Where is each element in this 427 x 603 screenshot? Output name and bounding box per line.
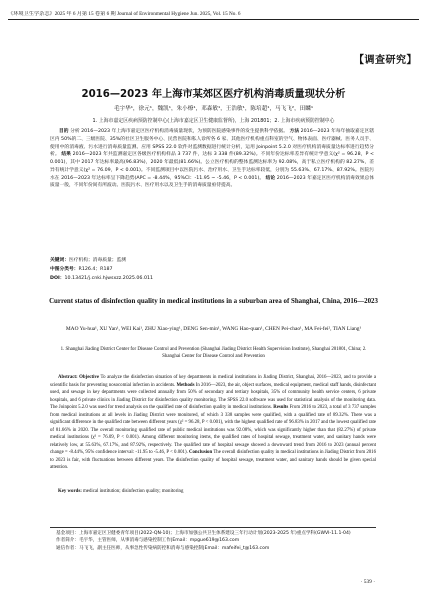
en-abstract-label-conclusion: Conclusion [189,450,213,455]
english-abstract-paragraph [50,374,376,472]
clc-label: 中图分类号： [50,267,79,272]
en-abstract-objective-text: To analyze the disinfection situation of key departments in medical institutions in Jiading District, Shanghai, 2016—2023, and to provide a scientific basis for preventing nosocomial infection in accidents. [50,375,376,388]
en-abstract-label-results: Results [273,405,289,410]
abstract-label-objective: 目的 [59,129,69,134]
header-rule [8,19,419,20]
english-abstract [50,374,376,472]
english-title: Current status of disinfection quality in medical institutions in a suburban area of Shanghai, China, 2016—2023 [49,298,378,305]
clc-number [50,266,374,273]
chinese-affiliation: 1. 上海市嘉定区疾病预防控制中心(上海市嘉定区卫生健康监督所)，上海 201801；2. 上海市疾病预防控制中心 [92,118,335,124]
en-keywords-text: medical institution; disinfection quality; monitoring [83,489,184,494]
footnote-corresponding-author: 通信作者：马飞飞，副主任医师，从事急性传染病防控和消毒与感染控制|Email：mafeifei_t@163.com [56,545,270,551]
abstract-label-results: 结果 [61,152,72,158]
doi-label: DOI： [50,276,65,281]
footnotes [50,530,376,552]
abstract-objective-text: 分析 2016—2023 年上海市嘉定区医疗机构消毒质量现状，为预防医院感染事件的发生提供科学依据。 [70,129,289,134]
doi [50,275,374,282]
doi-text: 10.13421/j.cnki.hjwsxzz.2025.06.011 [64,276,154,281]
en-abstract-methods-text: In 2016—2023, the air, object surfaces, medical equipment, medical staff hands, disinfectant used, and sewage in key departments were collected annually from 50% of secondary and tertiary hospitals, 35% of community health service centers, 6 private hospitals, and 6 private clinics in Jiading District for disinfection quality monitoring. The SPSS 22.0 software was used for statistical analysis of the monitoring data. The Joinpoint 5.2.0 was used for trend analysis on the qualified rate of disinfection quality in medical institutions. [50,382,376,410]
clc-text: R126.4；R187 [78,267,113,272]
chinese-keywords [50,257,374,264]
abstract-conclusion-text: 2016—2023 年嘉定区医疗机构消毒效果总体质量一般，不同年份间有所波动。医院污水、医疗用水以及卫生手的消毒质量亟待提高。 [50,175,375,189]
abstract-label-methods: 方法 [289,129,300,134]
section-tag: 【调查研究】 [354,55,417,66]
footnote-author-bio: 作者简介：毛宇华，主管医师，从事消毒与感染控制工作|Email：mpgue619@163.com [56,538,240,544]
english-authors: MAO Yu-hua¹, XU Yan¹, WEI Kai¹, ZHU Xiao-ying¹, DENG Sen-min¹, WANG Hao-quan¹, CHEN Pei-chao¹, MA Fei-fei², TIAN Liang¹ [65,326,362,332]
english-keywords [50,489,376,494]
abstract-label-conclusion: 结论 [265,175,276,181]
footnote-funding: 基金项目：上海市嘉定区卫健委青年项目(2022-QN-10)；上海市加强公共卫生体系建设三年行动计划(2023-2025 年)重点学科(GWVI-11.1-04) [56,531,351,536]
en-abstract-label-objective: Abstract: Objective [58,375,100,380]
chinese-authors: 毛宇华¹，徐元¹，魏凯¹，朱小燎¹，邓森敏¹，王浩敏¹，陈培超¹，马飞飞²，田麟¹ [113,106,314,112]
abstract-results-text: 2016—2023 年共监测嘉定区各级医疗机构样品 3 737 件，达标 3 338 件(89.32%)。不同年份达标率差异有统计学意义(χ² = 96.28，P < 0.001)，其中 2017 年达标率最高(96.83%)，2020 年最低(81.66%)。公立医疗机构的整体监测达标率为 92.08%，高于私立医疗机构的 82.27%，差异有统计学意义(χ² = 76.09，P < 0.001)。不同监测项目中以医院污水、治疗用水、卫生手达标率较低，分别为 55.63%、67.17%、87.92%。医院污水在 2016—2023 年达标率呈下降趋势(APC = -8.44%，95%CI：-11.95 ~ -5.46，P < 0.001)。 [50,152,374,181]
en-abstract-results-text: From 2016 to 2023, a total of 3 737 samples from medical institutions at all levels in Jiading District were monitored, of which 3 338 samples were qualified, with a qualified rate of 89.32%. There was a significant difference in the qualified rate between different years (χ² = 96.28, P < 0.001), with the highest qualified rate of 96.83% in 2017 and the lowest qualified rate of 81.66% in 2020. The overall monitoring qualified rate of public medical institutions was 92.08%, which was significantly higher than that (82.27%) of private medical institutions (χ² = 76.09, P < 0.001). Among different monitoring items, the qualified rates of hospital sewage, treatment water, and sanitary hands were relatively low, at 55.63%, 67.17%, and 87.92%, respectively. The qualified rate of hospital sewage showed a downward trend from 2016 to 2023 (annual percent change = -8.44%, 95% confidence interval: -11.95 to -5.46, P < 0.001). [50,405,376,455]
page-number: · 539 · [360,579,375,585]
chinese-title: 2016—2023 年上海市某郊区医疗机构消毒质量现状分析 [81,89,346,100]
chinese-abstract-paragraph [50,128,374,190]
keywords-label: 关键词： [50,258,70,263]
running-header: 《环境卫生学杂志》2025 年 6 月第 15 卷第 6 期 Journal of Environmental Hygiene Jun. 2025, Vol. 15 No. 6 [8,11,241,17]
chinese-abstract [50,128,374,190]
footnote-rule [50,527,376,528]
en-abstract-conclusion-text: The overall disinfection quality in medical institutions in Jiading District from 2016 to 2023 is fair, with fluctuations between different years. The disinfection quality of hospital sewage, treatment water, and sanitary hands should be given special attention. [50,450,377,470]
english-affiliation: 1. Shanghai Jiading District Center for Disease Control and Prevention (Shanghai Jiading District Health Supervision Institute), Shanghai 201801, China; 2. Shanghai Center for Disease Control and Prevention [60,347,367,360]
abstract-methods-text: 2016—2023 年每年抽取嘉定区辖区内 50%的二、三级医院、35%的社区卫生服务中心、民营医院和私人诊所各 6 家、其他医疗机构重点科室的空气、物体表面、医疗器械、医务人员手、使用中的消毒液、污水进行消毒质量监测。应用 SPSS 22.0 软件对监测数据进行统计分析，运用 Joinpoint 5.2.0 对医疗机构消毒质量达标率进行趋势分析。 [50,129,374,158]
keywords-text: 医疗机构；消毒质量；监测 [69,258,127,263]
en-keywords-label: Key words: [58,489,82,494]
en-abstract-label-methods: Methods [176,382,195,388]
